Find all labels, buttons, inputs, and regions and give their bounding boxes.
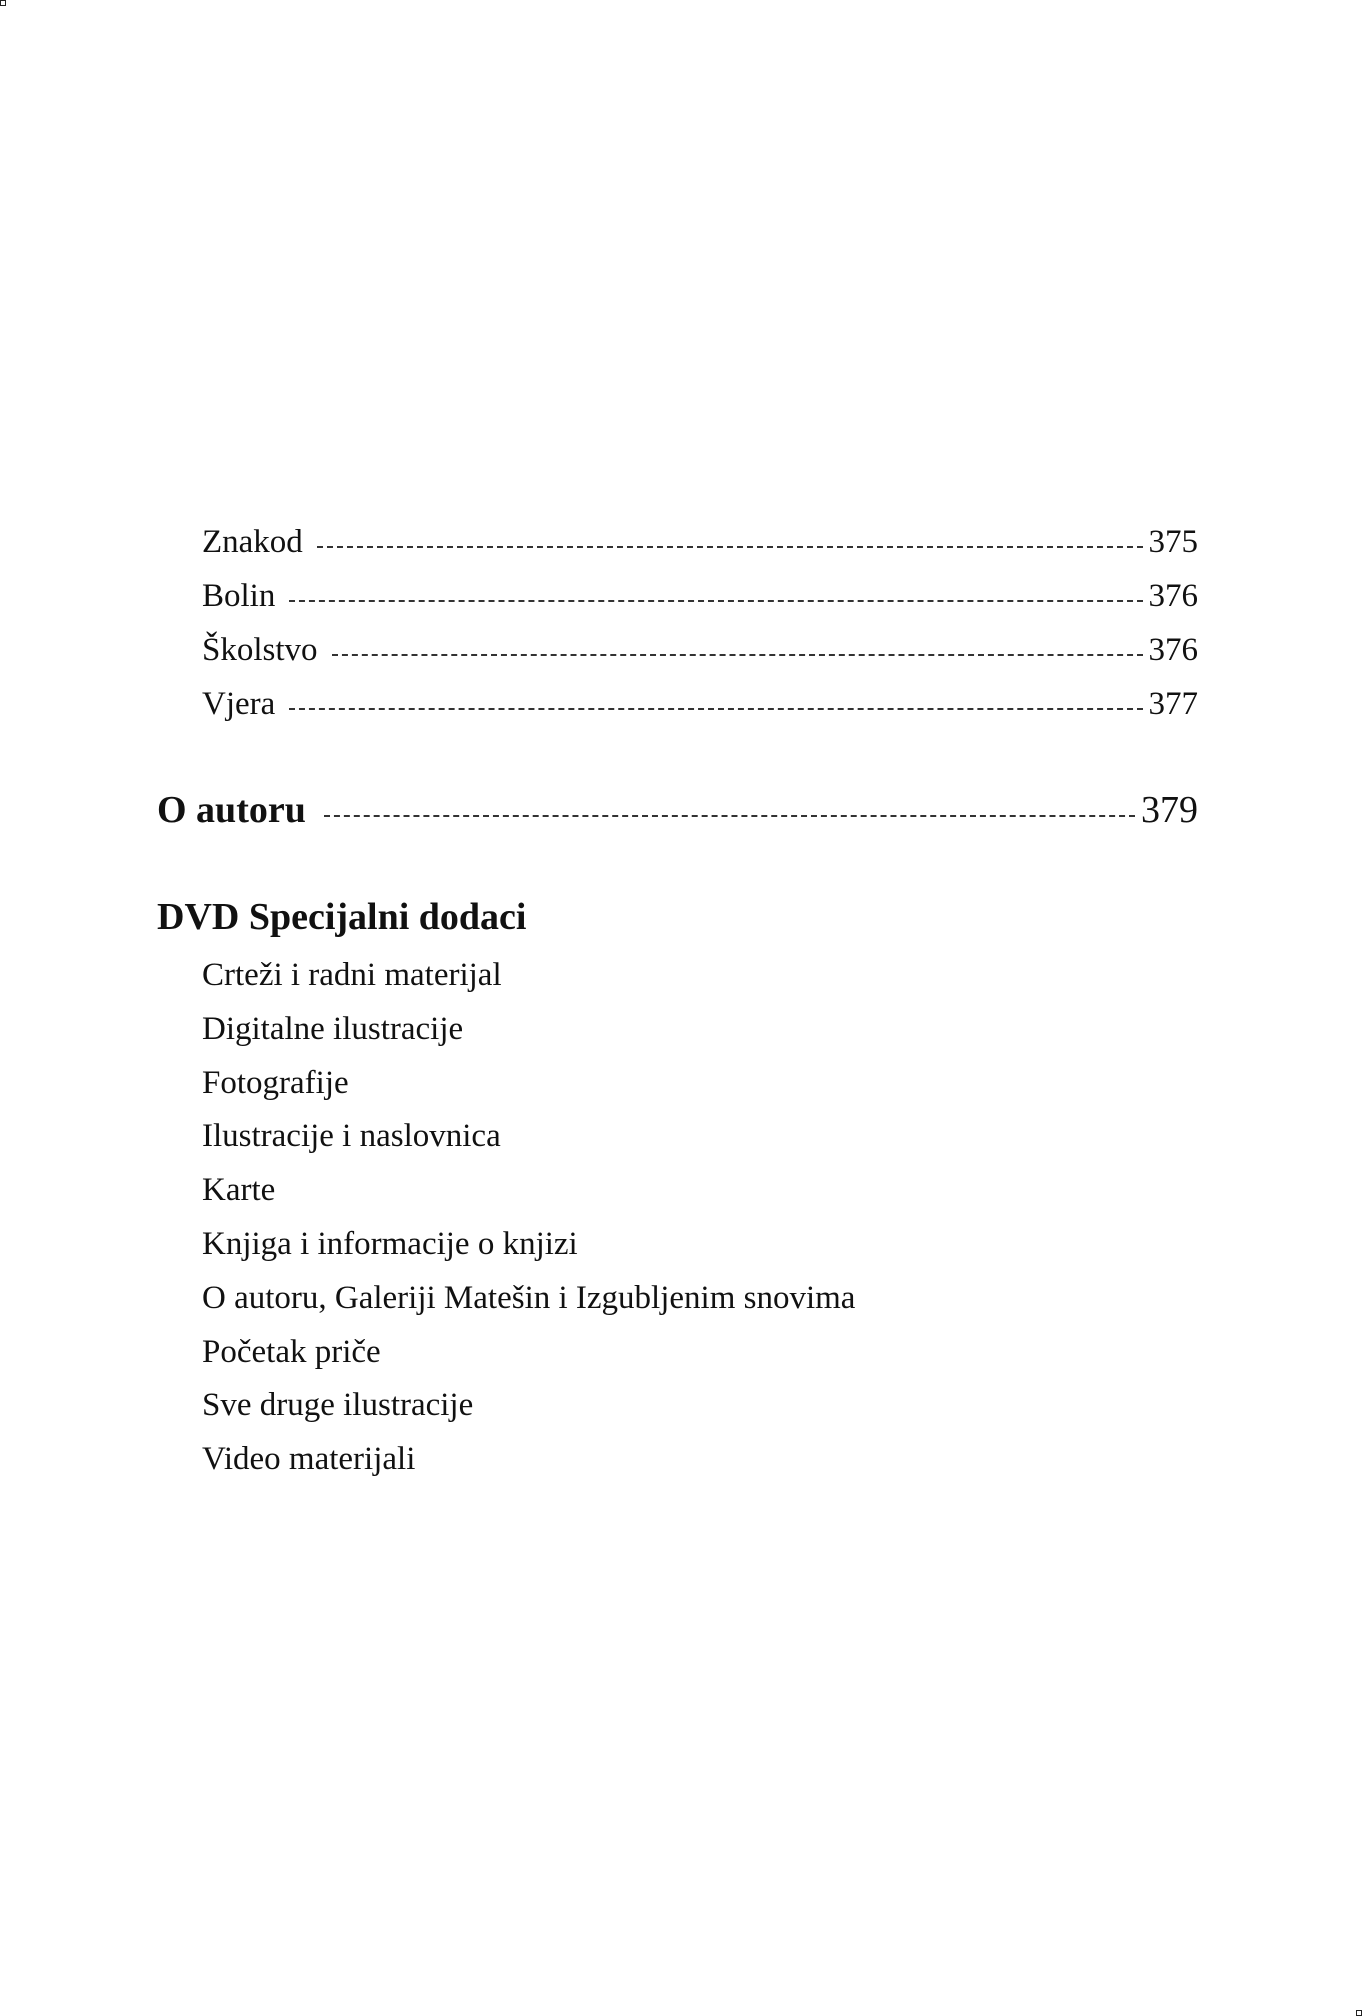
- toc-entry-label: Bolin: [202, 578, 276, 614]
- toc-entry-label: Vjera: [202, 686, 276, 722]
- dvd-item[interactable]: Crteži i radni materijal: [202, 957, 502, 993]
- dot-leader: [332, 654, 1143, 656]
- toc-entry-vjera[interactable]: [202, 686, 1198, 730]
- dvd-item[interactable]: Početak priče: [202, 1333, 381, 1370]
- dvd-item[interactable]: Digitalne ilustracije: [202, 1010, 464, 1047]
- toc-entry-skolstvo[interactable]: [202, 632, 1198, 676]
- dot-leader: [289, 708, 1142, 710]
- crop-mark-top-left: [0, 0, 6, 6]
- dot-leader: [324, 815, 1135, 817]
- dvd-item[interactable]: Karte: [202, 1172, 276, 1209]
- dvd-item[interactable]: Video materijali: [202, 1441, 416, 1478]
- toc-entry-label: Školstvo: [202, 632, 318, 668]
- dvd-item[interactable]: Knjiga i informacije o knjizi: [202, 1225, 578, 1262]
- toc-entry-page: 376: [1148, 578, 1198, 614]
- toc-entry-page: 377: [1148, 686, 1198, 722]
- toc-entry-page: 376: [1148, 632, 1198, 668]
- dvd-item[interactable]: Fotografije: [202, 1064, 349, 1101]
- crop-mark-bottom-right: [1356, 2010, 1362, 2016]
- toc-entry-label: Znakod: [202, 524, 303, 560]
- dvd-item[interactable]: Sve druge ilustracije: [202, 1387, 474, 1424]
- dvd-items-list: [202, 953, 855, 1491]
- dvd-section-heading: DVD Specijalni dodaci: [157, 896, 527, 938]
- toc-entry-znakod[interactable]: [202, 524, 1198, 568]
- dot-leader: [317, 546, 1143, 548]
- toc-entry-bolin[interactable]: [202, 578, 1198, 622]
- toc-entry-o-autoru[interactable]: [157, 788, 1198, 838]
- dvd-item[interactable]: Ilustracije i naslovnica: [202, 1118, 501, 1155]
- toc-main-label: O autoru: [157, 789, 306, 831]
- dot-leader: [289, 600, 1142, 602]
- toc-entry-page: 375: [1148, 524, 1198, 560]
- toc-main-page: 379: [1141, 789, 1198, 831]
- dvd-item[interactable]: O autoru, Galeriji Matešin i Izgubljenim snovima: [202, 1279, 856, 1316]
